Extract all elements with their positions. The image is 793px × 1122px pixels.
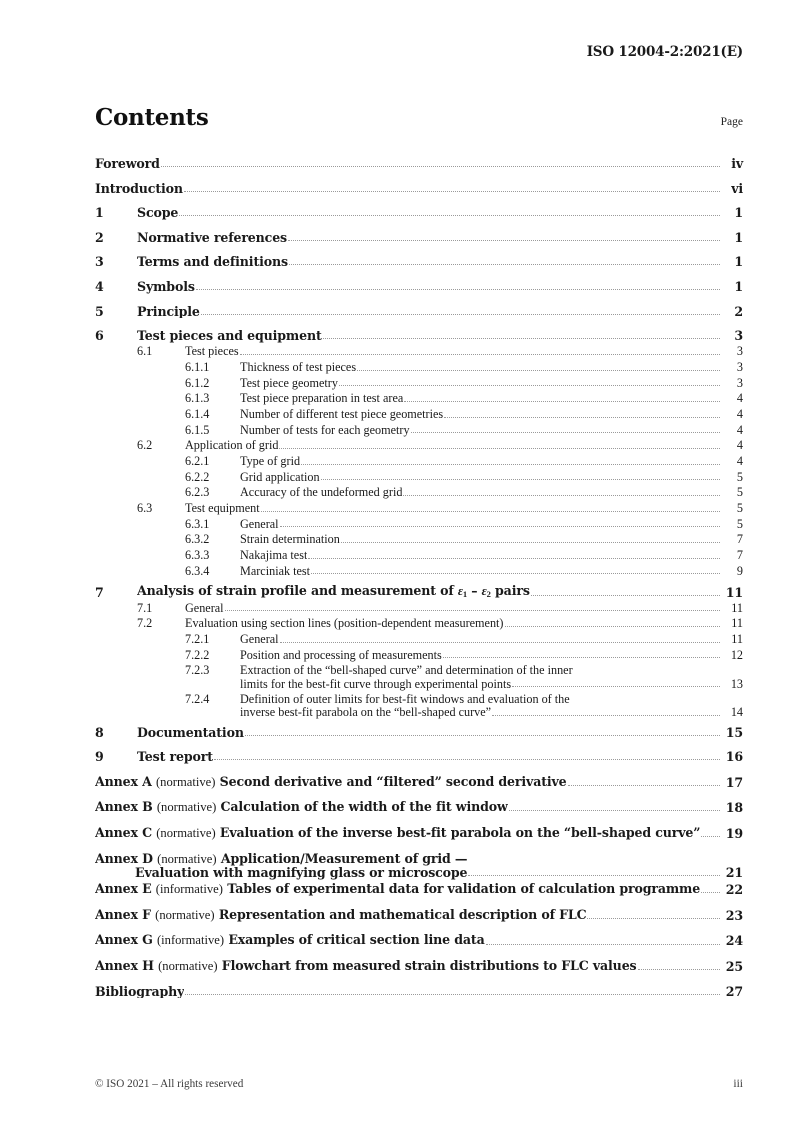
dot-leader: [341, 541, 720, 543]
dot-leader: [301, 463, 720, 465]
dot-leader: [261, 510, 720, 512]
dot-leader: [701, 835, 720, 837]
toc-entry-label: Terms and definitions: [137, 255, 288, 269]
dot-leader: [403, 494, 720, 496]
toc-entry-label: Test piece geometry: [240, 376, 338, 390]
toc-entry-label: General: [240, 517, 279, 531]
toc-entry-label: Application of grid: [185, 439, 279, 453]
toc-entry-label-line2: limits for the best-fit curve through experimental points: [240, 677, 512, 691]
toc-entry-label-line1: Definition of outer limits for best-fit windows and evaluation of the: [240, 692, 570, 707]
toc-entry-introduction[interactable]: [95, 182, 743, 196]
toc-entry-number: 6.3.1: [185, 516, 210, 531]
annex-name: Annex F: [95, 907, 151, 922]
toc-entry-number: 6.2.2: [185, 469, 210, 484]
dot-leader: [240, 353, 720, 355]
dot-leader: [184, 190, 720, 192]
dot-leader: [411, 431, 720, 433]
toc-entry-clause-6-3-1[interactable]: [95, 518, 743, 531]
contents-title-row: [95, 104, 743, 131]
dot-leader: [486, 943, 720, 945]
dot-leader: [492, 714, 720, 716]
annex-kind: (normative): [156, 825, 216, 840]
toc-entry-label: Normative references: [137, 230, 288, 245]
toc-entry-page: 4: [736, 422, 743, 437]
dot-leader: [531, 594, 720, 596]
toc-entry-page: 19: [725, 825, 743, 841]
toc-entry-page: 3: [736, 344, 743, 359]
toc-entry-number: 7.2.1: [185, 632, 210, 647]
toc-entry-number: 6.3.2: [185, 532, 210, 547]
dot-leader: [214, 758, 720, 760]
toc-entry-label: General: [240, 633, 279, 647]
annex-title: Second derivative and “filtered” second derivative: [219, 774, 567, 789]
annex-name: Annex H: [95, 959, 154, 974]
annex-name: Annex G: [95, 933, 153, 948]
toc-entry-annex-b[interactable]: [95, 800, 743, 815]
page-footer: [95, 1078, 743, 1090]
dot-leader: [289, 263, 720, 265]
toc-entry-label: General: [185, 601, 224, 615]
toc-entry-label: Test pieces and equipment: [137, 329, 322, 343]
dot-leader: [443, 656, 720, 658]
toc-entry-label: Strain determination: [240, 533, 340, 547]
dot-leader: [321, 478, 720, 480]
toc-entry-number: 2: [95, 229, 104, 245]
dot-leader: [308, 557, 720, 559]
annex-name: Annex D: [95, 851, 153, 866]
toc-entry-page: 13: [730, 676, 743, 691]
toc-entry-clause-4[interactable]: [95, 280, 743, 294]
toc-entry-clause-6-3[interactable]: [95, 502, 743, 515]
annex-name: Annex E: [95, 882, 152, 897]
toc-entry-number: 7.1: [137, 600, 153, 615]
toc-entry-clause-6-1-3[interactable]: [95, 392, 743, 405]
toc-entry-label: Principle: [137, 304, 200, 319]
toc-entry-clause-7-2[interactable]: [95, 617, 743, 630]
toc-entry-bibliography[interactable]: [95, 985, 743, 999]
epsilon-symbol: $\varepsilon_1$: [457, 583, 468, 599]
toc-entry-label: Type of grid: [240, 454, 301, 468]
toc-entry-page: 4: [736, 438, 743, 453]
annex-kind: (normative): [158, 959, 218, 974]
toc-entry-label: Position and processing of measurements: [240, 648, 442, 662]
toc-entry-number: 5: [95, 303, 104, 319]
annex-title: Flowchart from measured strain distributions to FLC values: [221, 959, 637, 974]
toc-entry-page: 1: [734, 254, 743, 270]
dot-leader: [512, 685, 720, 687]
dot-leader: [404, 400, 720, 402]
annex-name: Annex A: [95, 774, 152, 789]
annex-kind: (normative): [157, 851, 217, 866]
toc-entry-number: 7: [95, 584, 104, 600]
toc-entry-foreword[interactable]: [95, 157, 743, 171]
toc-entry-label: Evaluation using section lines (position-dependent measurement): [185, 617, 504, 631]
annex-name: Annex B: [95, 800, 153, 815]
dot-leader: [701, 891, 720, 893]
toc-entry-number: 6.2: [137, 438, 153, 453]
toc-entry-clause-6-3-4[interactable]: [95, 565, 743, 578]
toc-entry-number: 6.2.3: [185, 485, 210, 500]
toc-entry-label: [95, 933, 485, 948]
dot-leader: [185, 993, 720, 995]
toc-entry-label: Documentation: [137, 725, 244, 740]
dot-leader: [357, 369, 720, 371]
toc-entry-page: 3: [736, 359, 743, 374]
toc-entry-label-line1: Extraction of the “bell-shaped curve” and determination of the inner: [240, 663, 573, 678]
toc-entry-page: 5: [736, 516, 743, 531]
annex-kind: (normative): [155, 907, 215, 922]
toc-entry-page: 15: [725, 724, 743, 740]
toc-entry-page: 3: [734, 328, 743, 344]
toc-entry-clause-7-1[interactable]: [95, 602, 743, 615]
toc-entry-label: [95, 959, 637, 974]
dot-leader: [638, 968, 721, 970]
toc-entry-label: [95, 908, 586, 923]
toc-entry-page: 18: [725, 800, 743, 816]
annex-title: Application/Measurement of grid —: [220, 851, 468, 866]
toc-entry-label: [95, 826, 700, 841]
toc-entry-page: 7: [736, 532, 743, 547]
dot-leader: [323, 337, 720, 339]
toc-entry-page: 4: [736, 406, 743, 421]
page-column-header: Page: [720, 116, 743, 128]
toc-entry-clause-7[interactable]: [95, 584, 743, 599]
toc-entry-page: 11: [731, 632, 743, 647]
page-title: Contents: [95, 104, 209, 131]
toc-entry-annex-c[interactable]: [95, 826, 743, 841]
dot-leader: [196, 288, 720, 290]
toc-entry-clause-6-2-2[interactable]: [95, 471, 743, 484]
dot-leader: [509, 809, 720, 811]
toc-entry-annex-f[interactable]: [95, 908, 743, 923]
toc-entry-label: [95, 775, 567, 790]
annex-kind: (informative): [156, 933, 225, 948]
toc-entry-label: Accuracy of the undeformed grid: [240, 486, 403, 500]
toc-entry-number: 6.1.2: [185, 375, 210, 390]
annex-kind: (informative): [155, 882, 223, 897]
toc-entry-number: 6.2.1: [185, 453, 210, 468]
toc-entry-annex-d[interactable]: [95, 852, 743, 880]
toc-entry-page: 12: [730, 647, 743, 662]
toc-entry-annex-h[interactable]: [95, 959, 743, 974]
annex-title: Tables of experimental data for validation of calculation programme: [227, 882, 701, 897]
toc-entry-page: 9: [736, 563, 743, 578]
toc-entry-page: 11: [731, 616, 743, 631]
toc-entry-label: Foreword: [95, 157, 160, 171]
annex-title: Evaluation of the inverse best-fit parabola on the “bell-shaped curve”: [219, 825, 701, 840]
toc-entry-label: Introduction: [95, 181, 183, 196]
toc-entry-number: 6.1.3: [185, 391, 210, 406]
toc-entry-page: 7: [736, 547, 743, 562]
toc-entry-number: 6.1.5: [185, 422, 210, 437]
dot-leader: [280, 525, 720, 527]
epsilon-symbol: $\varepsilon_2$: [481, 583, 491, 599]
toc-entry-label: Number of different test piece geometries: [240, 407, 444, 421]
toc-entry-page: 24: [725, 933, 743, 949]
toc-entry-label-line1: [95, 852, 467, 867]
toc-entry-label: Bibliography: [95, 984, 185, 999]
toc-entry-clause-6-2-3[interactable]: [95, 486, 743, 499]
toc-entry-page: 16: [725, 749, 743, 765]
toc-entry-label: Marciniak test: [240, 564, 311, 578]
toc-entry-page: 23: [725, 907, 743, 923]
toc-entry-label: Test pieces: [185, 345, 239, 359]
toc-entry-page: 27: [725, 983, 743, 999]
toc-entry-label: [95, 800, 508, 815]
toc-entry-number: 7.2: [137, 616, 153, 631]
toc-entry-page: 5: [736, 485, 743, 500]
toc-entry-page: 11: [731, 600, 743, 615]
toc-entry-clause-6-1-4[interactable]: [95, 408, 743, 421]
toc-entry-label: Test piece preparation in test area: [240, 392, 404, 406]
toc-entry-label: Scope: [137, 206, 179, 220]
annex-title: Examples of critical section line data: [228, 933, 485, 948]
dot-leader: [468, 874, 720, 876]
toc-entry-clause-6-1-5[interactable]: [95, 424, 743, 437]
toc-entry-clause-8[interactable]: [95, 726, 743, 740]
toc-entry-number: 6: [95, 328, 104, 344]
dot-leader: [587, 917, 720, 919]
dot-leader: [225, 609, 720, 611]
annex-kind: (normative): [155, 774, 216, 789]
toc-entry-clause-5[interactable]: [95, 305, 743, 319]
toc-entry-label: Grid application: [240, 470, 320, 484]
document-reference-header: ISO 12004-2:2021(E): [586, 44, 743, 60]
copyright-notice: © ISO 2021 – All rights reserved: [95, 1078, 244, 1090]
toc-entry-page: 25: [725, 959, 743, 975]
toc-entry-label: Test report: [137, 750, 213, 764]
toc-entry-clause-2[interactable]: [95, 231, 743, 245]
toc-entry-page: 21: [725, 865, 743, 881]
toc-entry-number: 6.1.4: [185, 406, 210, 421]
toc-entry-clause-6-1[interactable]: [95, 345, 743, 358]
toc-entry-clause-6-1-2[interactable]: [95, 377, 743, 390]
toc-entry-page: 5: [736, 500, 743, 515]
toc-entry-number: 6.1: [137, 344, 153, 359]
toc-entry-annex-a[interactable]: [95, 775, 743, 790]
dot-leader: [279, 447, 720, 449]
toc-entry-clause-7-2-4[interactable]: [95, 693, 743, 719]
dot-leader: [161, 165, 720, 167]
dot-leader: [280, 641, 720, 643]
toc-entry-page: 22: [725, 882, 743, 898]
toc-entry-label: Nakajima test: [240, 548, 308, 562]
dot-leader: [311, 572, 720, 574]
toc-entry-number: 4: [95, 278, 104, 294]
toc-entry-clause-9[interactable]: [95, 750, 743, 764]
dot-leader: [339, 384, 720, 386]
toc-entry-page: 1: [734, 229, 743, 245]
toc-entry-number: 6.3.4: [185, 563, 210, 578]
toc-entry-number: 8: [95, 724, 104, 740]
toc-entry-page: 14: [730, 705, 743, 720]
toc-entry-page: vi: [731, 180, 743, 196]
page-folio: iii: [733, 1078, 743, 1090]
toc-entry-page: 1: [734, 278, 743, 294]
table-of-contents: [95, 157, 743, 998]
toc-entry-clause-6[interactable]: [95, 329, 743, 343]
toc-entry-label: Number of tests for each geometry: [240, 423, 410, 437]
toc-entry-label: Symbols: [137, 279, 195, 294]
annex-kind: (normative): [156, 800, 217, 815]
toc-entry-annex-g[interactable]: [95, 933, 743, 948]
toc-entry-clause-6-2-1[interactable]: [95, 455, 743, 468]
toc-entry-page: 4: [736, 391, 743, 406]
toc-entry-number: 7.2.4: [185, 692, 210, 707]
toc-entry-number: 6.1.1: [185, 359, 210, 374]
dot-leader: [505, 625, 721, 627]
toc-entry-clause-1[interactable]: [95, 206, 743, 220]
toc-entry-number: 7.2.2: [185, 647, 210, 662]
toc-entry-clause-6-1-1[interactable]: [95, 361, 743, 374]
toc-entry-page: 17: [725, 774, 743, 790]
dot-leader: [444, 416, 720, 418]
toc-entry-label: Test equipment: [185, 501, 260, 515]
toc-entry-label-line2: Evaluation with magnifying glass or microscope: [135, 866, 468, 880]
toc-entry-page: 11: [725, 584, 743, 600]
toc-entry-clause-3[interactable]: [95, 255, 743, 269]
toc-entry-clause-6-3-3[interactable]: [95, 549, 743, 562]
toc-entry-number: 7.2.3: [185, 663, 210, 678]
annex-title: Representation and mathematical description of FLC: [218, 907, 587, 922]
toc-entry-clause-7-2-1[interactable]: [95, 633, 743, 646]
toc-entry-number: 3: [95, 254, 104, 270]
toc-entry-annex-e[interactable]: [95, 882, 743, 897]
toc-entry-clause-6-2[interactable]: [95, 439, 743, 452]
toc-entry-label: Thickness of test pieces: [240, 360, 357, 374]
dot-leader: [245, 734, 720, 736]
toc-entry-page: 5: [736, 469, 743, 484]
toc-content-area: [95, 104, 743, 1009]
toc-entry-page: 3: [736, 375, 743, 390]
toc-entry-clause-7-2-3[interactable]: [95, 664, 743, 690]
toc-entry-label-line2: inverse best-fit parabola on the “bell-shaped curve”: [240, 706, 492, 720]
dot-leader: [179, 214, 720, 216]
annex-title: Calculation of the width of the fit window: [220, 800, 508, 815]
toc-entry-page: iv: [731, 156, 743, 171]
toc-entry-number: 1: [95, 205, 104, 221]
toc-entry-page: 4: [736, 453, 743, 468]
dot-leader: [201, 313, 720, 315]
toc-entry-number: 6.3.3: [185, 547, 210, 562]
dot-leader: [568, 784, 720, 786]
toc-entry-clause-6-3-2[interactable]: [95, 533, 743, 546]
toc-entry-page: 2: [734, 303, 743, 319]
toc-entry-number: 9: [95, 749, 104, 765]
annex-name: Annex C: [95, 825, 152, 840]
toc-entry-label: [95, 882, 700, 897]
dot-leader: [288, 239, 720, 241]
toc-entry-page: 1: [734, 205, 743, 221]
toc-entry-number: 6.3: [137, 500, 153, 515]
toc-entry-label: Analysis of strain profile and measurement of $\varepsilon_1 - \varepsilon_2$ pairs: [137, 583, 530, 599]
toc-entry-clause-7-2-2[interactable]: [95, 649, 743, 662]
